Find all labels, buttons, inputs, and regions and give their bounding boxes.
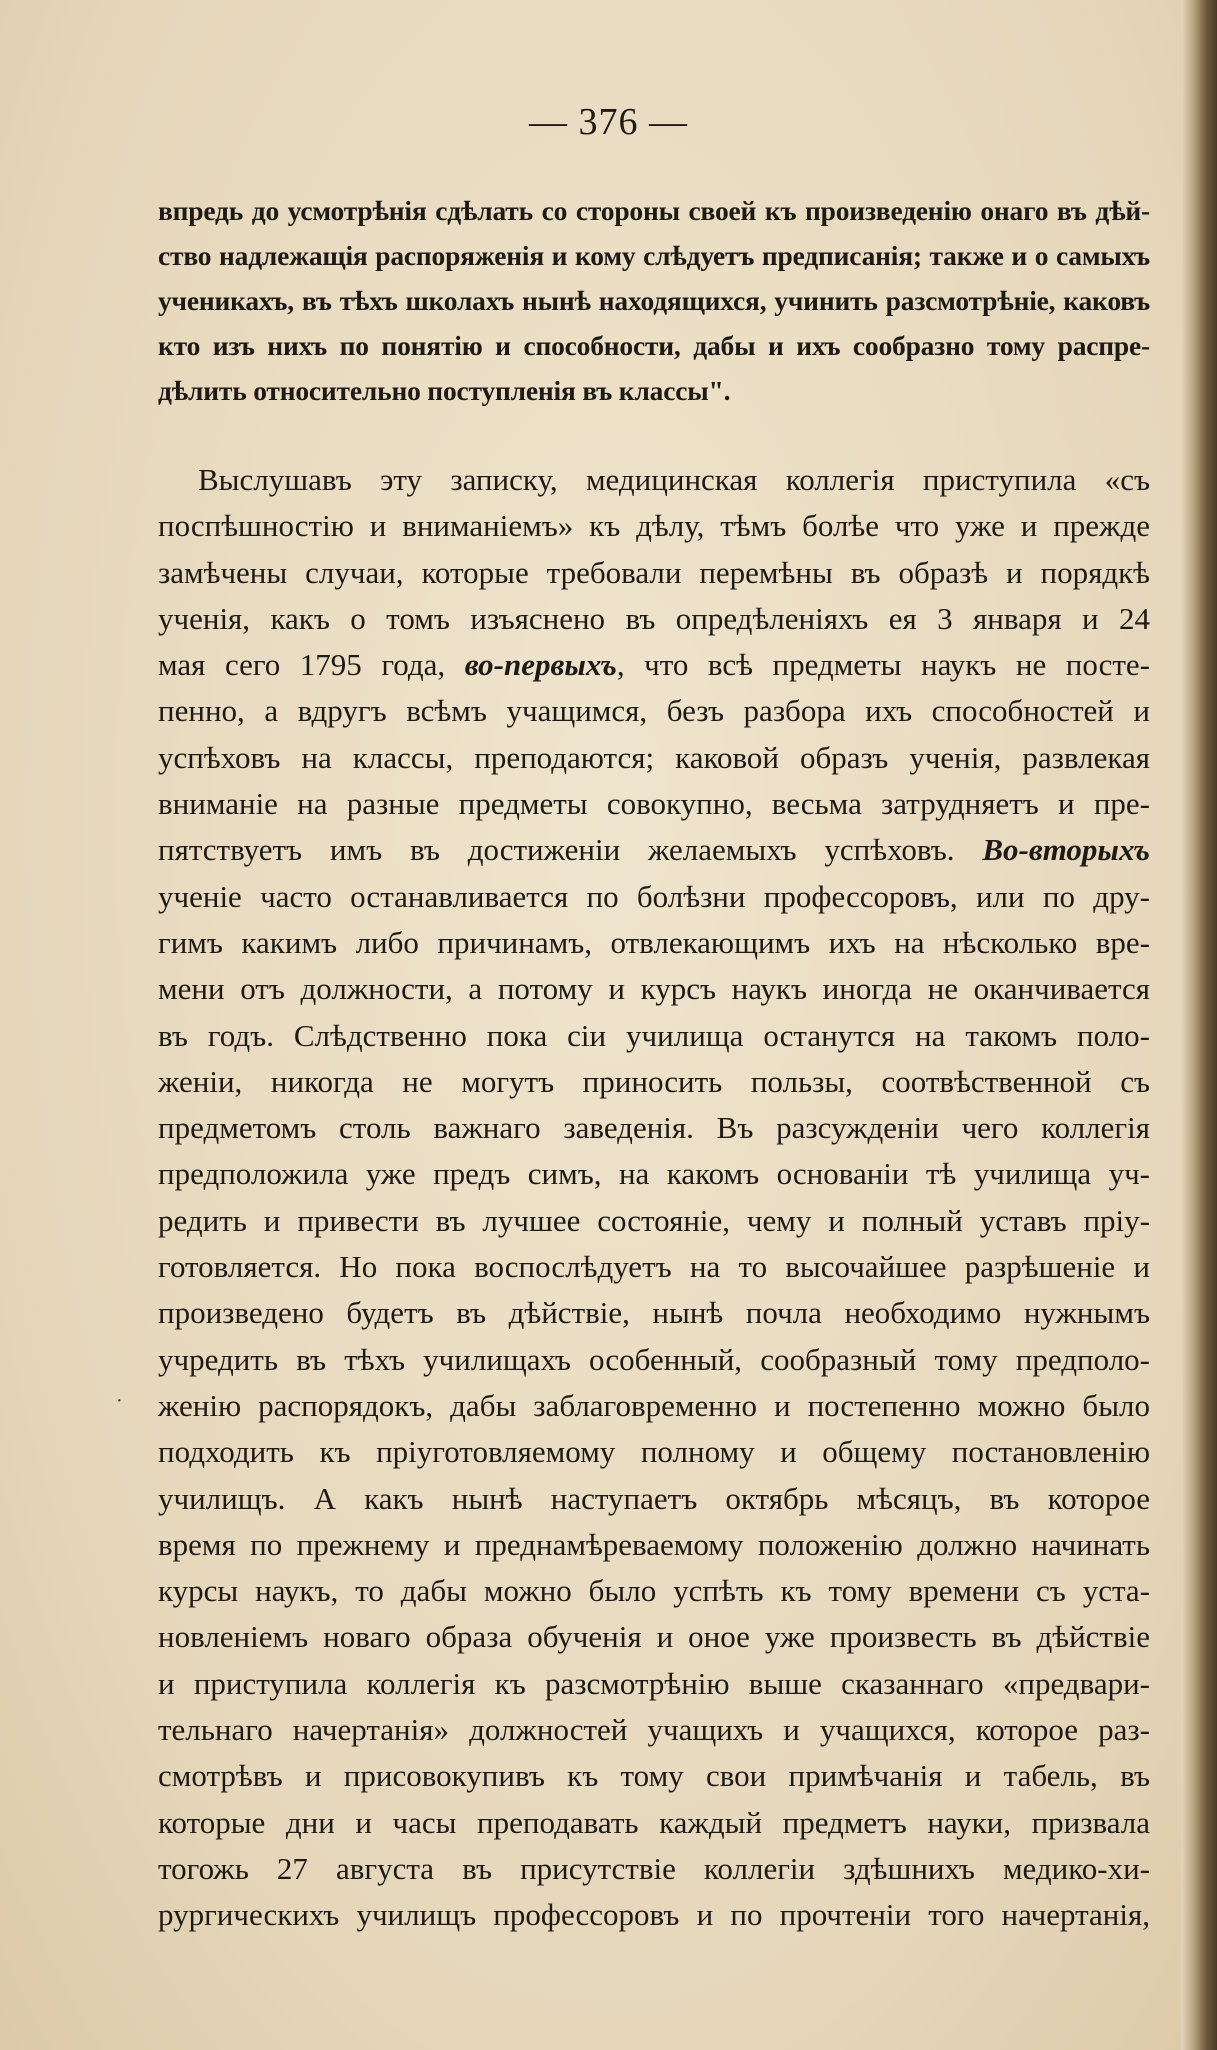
text-line: вниманіе на разные предметы совокупно, весьма затрудняетъ и пре- [158,786,1150,822]
text-line: поспѣшностію и вниманіемъ» къ дѣлу, тѣмъ болѣе что уже и прежде [158,508,1150,544]
text-line: тельнаго начертанія» должностей учащихъ и учащихся, которое раз- [158,1712,1150,1748]
text-span: , что всѣ предметы наукъ не посте- [616,647,1150,683]
text-line: редить и привести въ лучшее состояніе, чему и полный уставъ пріу- [158,1202,1150,1238]
text-line: успѣховъ на классы, преподаются; каковой образъ ученія, развлекая [158,739,1150,775]
text-span: пятствуетъ имъ въ достиженіи желаемыхъ успѣховъ. [158,832,983,868]
text-line: готовляется. Но пока воспослѣдуетъ на то высочайшее разрѣшеніе и [158,1249,1150,1285]
text-line: которые дни и часы преподавать каждый предметъ науки, призвала [158,1804,1150,1840]
main-paragraph [158,457,1150,1939]
text-line: время по прежнему и преднамѣреваемому положенію должно начинать [158,1526,1150,1562]
text-line: гимъ какимъ либо причинамъ, отвлекающимъ ихъ на нѣсколько вре- [158,924,1150,960]
emphasis-text: во-первыхъ [464,647,617,683]
margin-mark: · [116,1390,123,1412]
text-line: ученіе часто останавливается по болѣзни профессоровъ, или по дру- [158,878,1150,914]
text-line [158,827,1150,873]
text-line: мени отъ должности, а потому и курсъ наукъ иногда не оканчивается [158,971,1150,1007]
text-line: кто изъ нихъ по понятію и способности, дабы и ихъ сообразно тому распре- [158,330,1150,361]
page-edge-shadow [1181,0,1217,2050]
text-line: рургическихъ училищъ профессоровъ и по прочтеніи того начертанія, [158,1897,1150,1933]
quoted-paragraph [158,188,1150,413]
text-line: курсы наукъ, то дабы можно было успѣть къ тому времени съ уста- [158,1573,1150,1609]
body-text [158,188,1150,1939]
text-line: въ годъ. Слѣдственно пока сіи училища останутся на такомъ поло- [158,1017,1150,1053]
text-line: впредь до усмотрѣнія сдѣлать со стороны своей къ произведенію онаго въ дѣй- [158,195,1150,226]
text-span: мая сего 1795 года, [158,647,465,683]
text-line: смотрѣвъ и присовокупивъ къ тому свои примѣчанія и табель, въ [158,1758,1150,1794]
emphasis-text: Во-вторыхъ [982,832,1150,868]
text-line: предположила уже предъ симъ, на какомъ основаніи тѣ училища уч- [158,1156,1150,1192]
text-line: и приступила коллегія къ разсмотрѣнію выше сказаннаго «предвари- [158,1665,1150,1701]
text-line: училищъ. А какъ нынѣ наступаетъ октябрь мѣсяцъ, въ которое [158,1480,1150,1516]
text-line: тогожь 27 августа въ присутствіе коллегіи здѣшнихъ медико-хи- [158,1850,1150,1886]
page-number: — 376 — [529,101,688,143]
text-line: дѣлить относительно поступленія въ классы". [158,375,731,406]
text-line: ученикахъ, въ тѣхъ школахъ нынѣ находящихся, учинить разсмотрѣніе, каковъ [158,285,1150,316]
text-line: подходить къ пріуготовляемому полному и общему постановленію [158,1434,1150,1470]
text-line: новленіемъ новаго образа обученія и оное уже произвесть въ дѣйствіе [158,1619,1150,1655]
text-line: ученія, какъ о томъ изъяснено въ опредѣленіяхъ ея 3 января и 24 [158,600,1150,636]
text-line: Выслушавъ эту записку, медицинская коллегія приступила «съ [198,462,1150,497]
text-line: предметомъ столь важнаго заведенія. Въ разсужденіи чего коллегія [158,1110,1150,1146]
text-line: замѣчены случаи, которые требовали перемѣны въ образѣ и порядкѣ [158,554,1150,590]
text-line [158,642,1150,688]
text-line: произведено будетъ въ дѣйствіе, нынѣ почла необходимо нужнымъ [158,1295,1150,1331]
text-line: женіи, никогда не могутъ приносить пользы, соотвѣственной съ [158,1063,1150,1099]
text-line: пенно, а вдругъ всѣмъ учащимся, безъ разбора ихъ способностей и [158,693,1150,729]
text-line: ство надлежащія распоряженія и кому слѣдуетъ предписанія; также и о самыхъ [158,240,1150,271]
text-line: женію распорядокъ, дабы заблаговременно и постепенно можно было [158,1387,1150,1423]
text-line: учредить въ тѣхъ училищахъ особенный, сообразный тому предполо- [158,1341,1150,1377]
